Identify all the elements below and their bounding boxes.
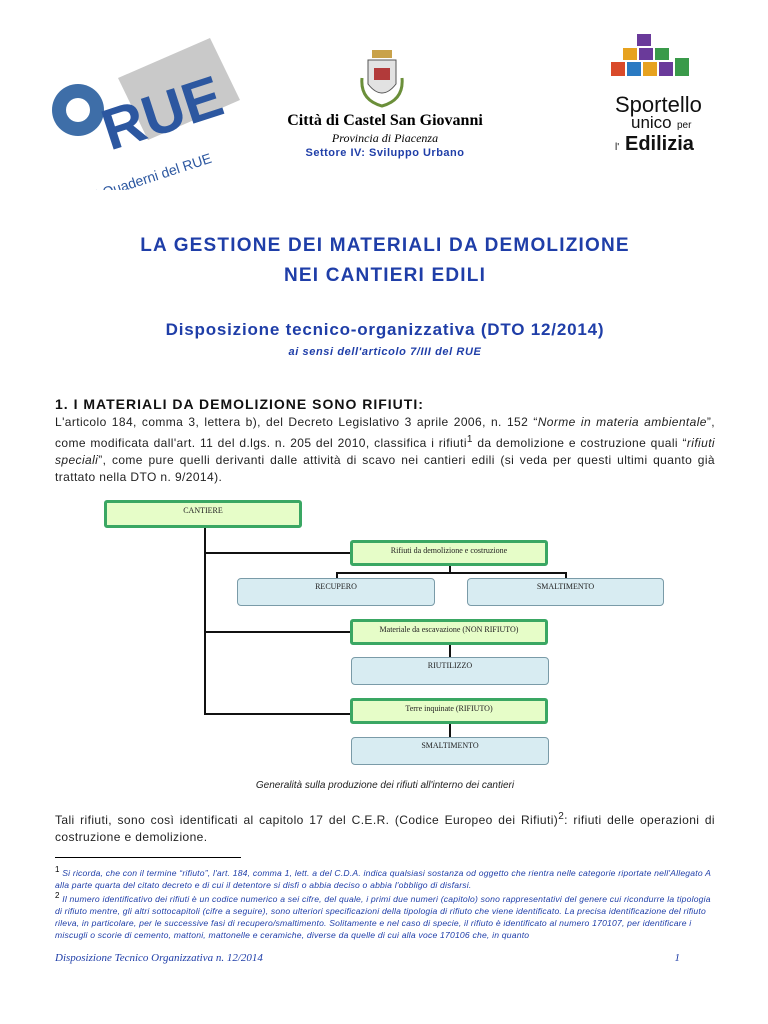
section-paragraph	[55, 414, 715, 486]
subtitle-reference: ai sensi dell'articolo 7/III del RUE	[288, 346, 482, 358]
logo-unico: unico	[631, 113, 672, 132]
diagram-caption: Generalità sulla produzione dei rifiuti all'interno dei cantieri	[255, 780, 515, 791]
para-text: ”, come modificata dall'art. 11 del d.lgs. n. 205 del 2010, classifica i rifiuti	[55, 415, 715, 450]
para-text: Tali rifiuti, sono così identificati al capitolo 17 del C.E.R. (Codice Europeo dei Rifiuti)	[55, 813, 559, 827]
header-block	[240, 112, 530, 159]
sector-name: Settore IV: Sviluppo Urbano	[305, 147, 465, 159]
footnote-number: 2	[55, 891, 60, 900]
footnote-ref: 2	[558, 811, 565, 822]
footnote-ref: 1	[466, 434, 473, 445]
box-cantiere: CANTIERE	[104, 500, 302, 528]
para-text: : rifiuti delle operazioni di costruzione e demolizione.	[55, 813, 715, 844]
box-escavazione: Materiale da escavazione (NON RIFIUTO)	[350, 619, 548, 645]
diagram-connector	[449, 723, 451, 737]
box-riutilizzo: RIUTILIZZO	[351, 657, 549, 685]
box-recupero: RECUPERO	[237, 578, 435, 606]
footnote-2	[55, 890, 715, 941]
box-rifiuti-demolizione: Rifiuti da demolizione e costruzione	[350, 540, 548, 566]
city-name: Città di Castel San Giovanni	[287, 112, 483, 129]
box-terre-inquinate: Terre inquinate (RIFIUTO)	[350, 698, 548, 724]
rue-logo	[30, 30, 255, 190]
footnote-1	[55, 864, 715, 891]
logo-per: per	[677, 120, 692, 131]
logo-edilizia: Edilizia	[625, 133, 694, 155]
para-text: da demolizione e costruzione quali “	[472, 436, 687, 450]
diagram-connector	[204, 527, 206, 715]
cer-paragraph	[55, 808, 715, 846]
logo-l: l'	[615, 142, 620, 153]
diagram-connector	[204, 713, 352, 715]
footnote-number: 1	[55, 865, 60, 874]
main-title-line1: LA GESTIONE DEI MATERIALI DA DEMOLIZIONE	[140, 235, 630, 256]
diagram-connector	[336, 572, 566, 574]
footer-text: Disposizione Tecnico Organizzativa n. 12/2014	[55, 952, 263, 964]
para-text-italic: rifiuti speciali	[55, 436, 715, 467]
diagram-connector	[204, 552, 352, 554]
para-text: L'articolo 184, comma 3, lettera b), del Decreto Legislativo 3 aprile 2006, n. 152 “	[55, 415, 538, 429]
page-number: 1	[674, 952, 680, 964]
province-name: Provincia di Piacenza	[331, 131, 439, 145]
section-heading: 1. I MATERIALI DA DEMOLIZIONE SONO RIFIUTI:	[55, 396, 424, 412]
footnote-divider	[55, 857, 241, 858]
subtitle: Disposizione tecnico-organizzativa (DTO 12/2014)	[165, 320, 605, 339]
box-smaltimento-terre: SMALTIMENTO	[351, 737, 549, 765]
box-smaltimento: SMALTIMENTO	[467, 578, 664, 606]
para-text: ”, come pure quelli derivanti dalle attività di scavo nei cantieri edili (si veda per questi ultimi quanto già trattato nella DTO n. 9/2014).	[55, 453, 715, 484]
page-footer	[55, 952, 680, 964]
diagram-connector	[204, 631, 352, 633]
svg-text:RUE: RUE	[93, 63, 231, 164]
logo-caption: I Quaderni del RUE	[93, 149, 214, 190]
municipal-crest-icon	[358, 48, 406, 110]
sportello-edilizia-logo	[605, 30, 717, 160]
para-text-italic: Norme in materia ambientale	[537, 415, 707, 429]
footnote-text: Si ricorda, che con il termine “rifiuto”, l'art. 184, comma 1, lett. a del C.D.A. indica qualsiasi sostanza od oggetto che rientra nelle categorie riportate nell'Allegato A alla parte quarta del citato decreto e di cui il detentore si disfi o abbia deciso o abbia l'obbligo di disfarsi.	[55, 867, 711, 890]
main-title-line2: NEI CANTIERI EDILI	[283, 265, 487, 286]
logo-sportello: Sportello	[615, 92, 702, 117]
footnote-text: Il numero identificativo dei rifiuti è un codice numerico a sei cifre, del quale, i primi due numeri (capitolo) sono rappresentativi del genere cui ricondurre la tipologia di rifiuto mentre, gli altri sottocapitoli (cifre a seguire), sono ulteriori specificazioni della tipologia di rifiuto che viene identificato. La precisa identificazione del rifiuto rileva, in particolare, per le successive fasi di recupero/smaltimento. Solitamente e nel caso di specie, il rifiuto è identificato al numero 170107, per identificare i miscugli o scorie di cemento, mattoni, mattonelle e ceramiche, diverse da quelle di cui alla voce 170106 che, in quanto	[55, 893, 711, 940]
diagram-connector	[449, 644, 451, 658]
